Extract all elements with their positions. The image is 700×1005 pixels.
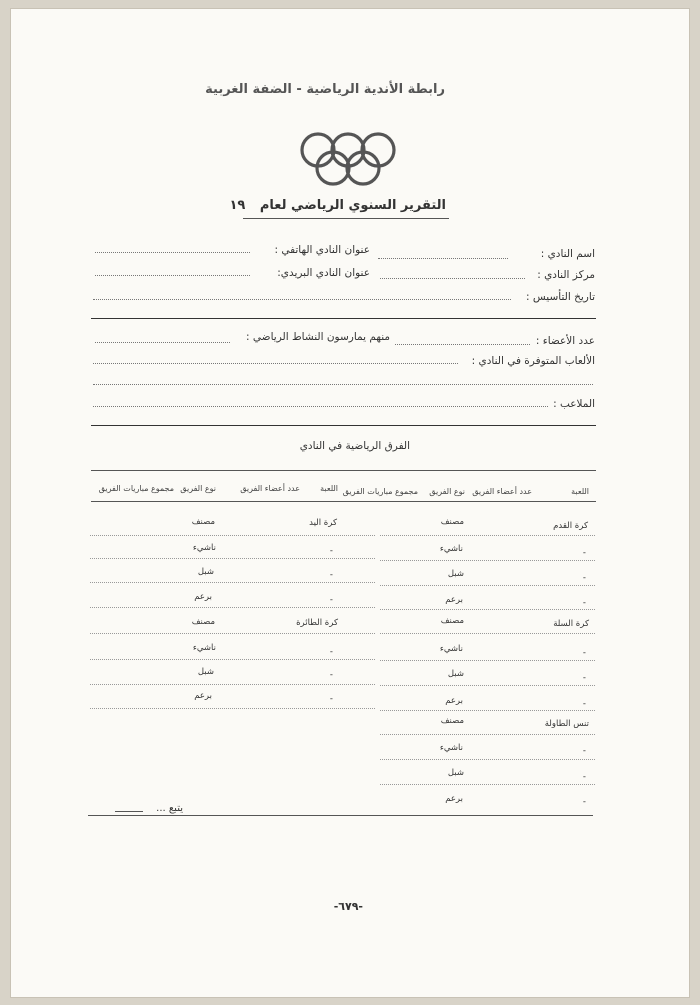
team-row-game: - [582, 673, 586, 683]
header-left-type: نوع الفريق [180, 484, 216, 493]
playgrounds-field[interactable] [93, 406, 548, 407]
table-row-line [90, 708, 375, 709]
divider-2 [91, 425, 596, 426]
team-row-type: شبل [447, 768, 464, 778]
report-year: ١٩ [229, 198, 246, 213]
table-row-line [380, 710, 595, 711]
team-row-type: برعم [445, 696, 463, 706]
teams-header-bottom-line [91, 501, 596, 502]
table-row-line [90, 607, 375, 608]
header-right-members: عدد أعضاء الفريق [472, 487, 532, 496]
league-title: رابطة الأندية الرياضية - الضفة الغربية [205, 82, 445, 97]
team-row-type: مصنف [440, 716, 464, 726]
team-row-game: - [329, 546, 333, 556]
playgrounds-label: الملاعب : [553, 398, 595, 410]
team-row-game: - [582, 598, 586, 608]
team-row-type: مصنف [440, 517, 464, 527]
team-row-game: - [582, 573, 586, 583]
club-name-field[interactable] [378, 258, 508, 259]
team-row-game: تنس الطاولة [544, 719, 589, 729]
team-row-game: كرة القدم [553, 521, 588, 531]
club-phone-field[interactable] [95, 252, 250, 253]
club-postal-field[interactable] [95, 275, 250, 276]
games-available-field-2[interactable] [93, 384, 593, 385]
club-phone-label: عنوان النادي الهاتفي : [274, 244, 370, 256]
club-center-field[interactable] [380, 278, 525, 279]
games-available-label: الألعاب المتوفرة في النادي : [471, 355, 595, 367]
header-left-matches: مجموع مباريات الفريق [98, 484, 174, 493]
active-members-field[interactable] [95, 342, 230, 343]
table-row-line [90, 633, 375, 634]
club-postal-label: عنوان النادي البريدي: [277, 267, 370, 279]
team-row-type: ناشيء [439, 743, 463, 753]
title-underline [243, 218, 449, 219]
table-row-line [90, 535, 375, 536]
table-row-line [380, 609, 595, 610]
continued-text: يتبع ... [156, 803, 183, 814]
founding-date-field[interactable] [93, 299, 511, 300]
table-row-line [380, 784, 595, 785]
team-row-game: - [329, 647, 333, 657]
team-row-type: مصنف [191, 617, 215, 627]
active-members-label: منهم يمارسون النشاط الرياضي : [246, 331, 390, 343]
header-right-type: نوع الفريق [429, 487, 465, 496]
team-row-game: - [582, 648, 586, 658]
team-row-game: - [582, 548, 586, 558]
team-row-type: ناشيء [192, 543, 216, 553]
teams-section-title: الفرق الرياضية في النادي [299, 440, 410, 452]
table-bottom-line [88, 815, 593, 816]
table-row-line [90, 558, 375, 559]
team-row-type: شبل [197, 567, 214, 577]
team-row-type: ناشيء [439, 544, 463, 554]
table-row-line [380, 633, 595, 634]
team-row-game: كرة اليد [309, 518, 337, 528]
table-row-line [380, 560, 595, 561]
team-row-type: شبل [447, 669, 464, 679]
header-left-game: اللعبة [320, 484, 338, 493]
club-center-label: مركز النادي : [537, 269, 595, 281]
olympic-rings-logo [298, 130, 398, 192]
continued-dash [115, 811, 143, 812]
team-row-type: برعم [194, 691, 212, 701]
club-name-label: اسم النادي : [540, 248, 595, 260]
header-right-matches: مجموع مباريات الفريق [342, 487, 418, 496]
team-row-game: - [329, 670, 333, 680]
team-row-game: - [582, 772, 586, 782]
team-row-game: - [329, 595, 333, 605]
header-right-game: اللعبة [571, 487, 589, 496]
team-row-type: شبل [447, 569, 464, 579]
divider-1 [91, 318, 596, 319]
team-row-game: - [582, 699, 586, 709]
members-count-field[interactable] [395, 344, 530, 345]
team-row-type: مصنف [440, 616, 464, 626]
team-row-type: برعم [445, 595, 463, 605]
table-row-line [380, 759, 595, 760]
table-row-line [90, 582, 375, 583]
table-row-line [380, 585, 595, 586]
team-row-type: برعم [194, 592, 212, 602]
founding-date-label: تاريخ التأسيس : [526, 291, 595, 303]
games-available-field[interactable] [93, 363, 458, 364]
table-row-line [380, 734, 595, 735]
members-count-label: عدد الأعضاء : [535, 335, 595, 347]
team-row-game: كرة السلة [553, 619, 589, 629]
report-title-text: التقرير السنوي الرياضي لعام [259, 198, 446, 213]
team-row-game: - [329, 570, 333, 580]
team-row-type: شبل [197, 667, 214, 677]
team-row-game: - [582, 746, 586, 756]
team-row-game: - [329, 694, 333, 704]
team-row-type: ناشيء [192, 643, 216, 653]
team-row-game: - [582, 797, 586, 807]
table-row-line [380, 660, 595, 661]
team-row-type: برعم [445, 794, 463, 804]
team-row-type: مصنف [191, 517, 215, 527]
teams-header-top-line [91, 470, 596, 471]
page-number: -٦٧٩- [333, 900, 363, 913]
table-row-line [380, 685, 595, 686]
header-left-members: عدد أعضاء الفريق [240, 484, 300, 493]
report-title [229, 198, 446, 213]
table-row-line [380, 535, 595, 536]
team-row-type: ناشيء [439, 644, 463, 654]
team-row-game: كرة الطائرة [296, 618, 338, 628]
table-row-line [90, 684, 375, 685]
table-row-line [90, 659, 375, 660]
